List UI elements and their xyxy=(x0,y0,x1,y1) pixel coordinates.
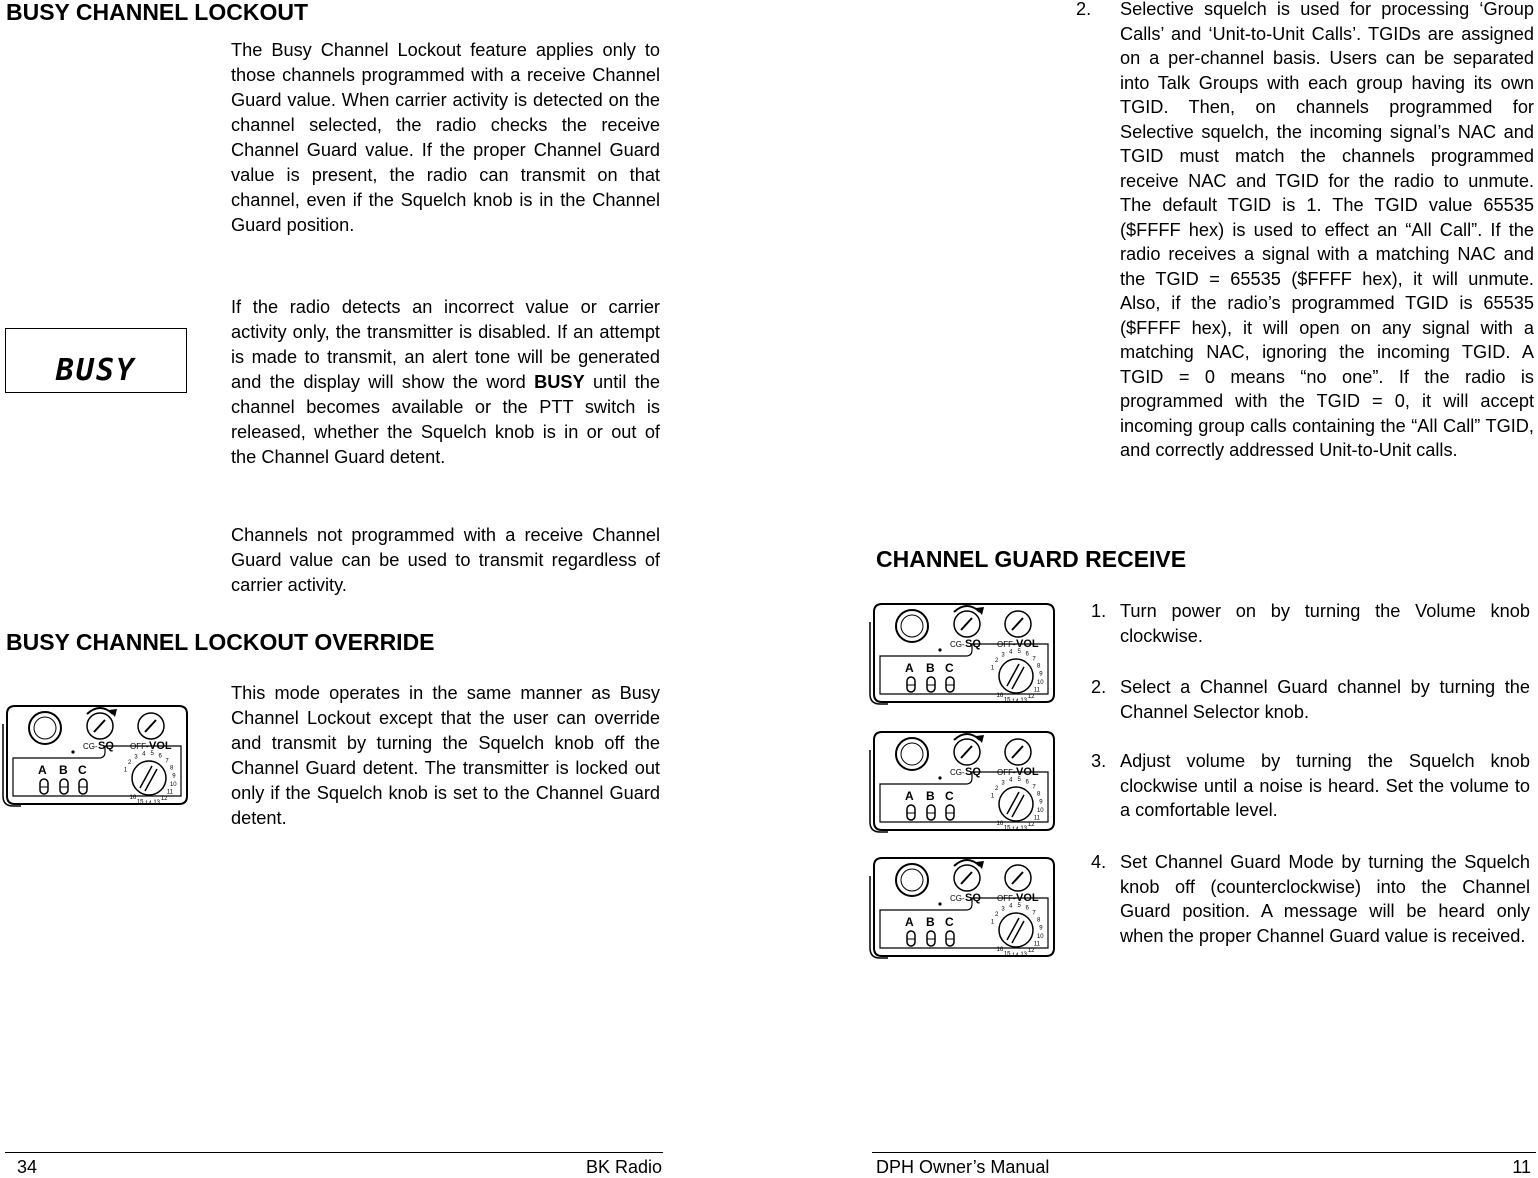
dial-number: 9 xyxy=(1039,799,1043,806)
dial-number: 12 xyxy=(1027,821,1035,828)
dial-number: 3 xyxy=(1001,906,1005,913)
dial-number: 4 xyxy=(1009,649,1013,656)
dial-number: 10 xyxy=(1036,808,1044,814)
dial-number: 14 xyxy=(1012,699,1019,705)
dial-number: 16 xyxy=(129,795,137,802)
busy-display xyxy=(5,328,187,393)
dial-number: 16 xyxy=(996,821,1004,828)
dial-number: 1 xyxy=(990,665,995,672)
dial-number: 14 xyxy=(1012,953,1019,959)
dial-number: 2 xyxy=(995,786,999,793)
dial-number: 6 xyxy=(1025,905,1029,912)
switch-b-label: B xyxy=(59,763,68,777)
para-2-text-a: If the radio detects an incorrect value or carrier activity only, the transmitter is disabled. If an attempt is made to transmit, an alert tone will be generated and the display will show the word xyxy=(231,297,660,392)
dial-number: 6 xyxy=(1025,779,1029,786)
vol-label: VOL xyxy=(149,740,172,752)
dial-number: 14 xyxy=(1012,827,1019,833)
radio-control-panel-step-2 xyxy=(868,726,1058,836)
radio-control-panel-step-3 xyxy=(868,852,1058,962)
sq-label: SQ xyxy=(965,638,981,650)
dial-number: 3 xyxy=(134,754,138,761)
dial-number: 5 xyxy=(1017,777,1021,784)
left-footer-rule xyxy=(5,1152,663,1153)
override-heading: BUSY CHANNEL LOCKOUT OVERRIDE xyxy=(6,629,435,655)
dial-number: 5 xyxy=(1017,649,1021,656)
step-3-text: Adjust volume by turning the Squelch knob clockwise until a noise is heard. Set the volume to a comfortable level. xyxy=(1120,751,1530,820)
dial-number: 6 xyxy=(1025,651,1029,658)
switch-c-label: C xyxy=(78,763,87,777)
switch-b-label: B xyxy=(926,915,935,929)
dial-number: 9 xyxy=(1039,671,1043,678)
sq-label: SQ xyxy=(965,766,981,778)
screw xyxy=(938,776,941,779)
dial-number: 4 xyxy=(1009,777,1013,784)
radio-control-panel-override xyxy=(0,700,192,810)
step-4-text: Set Channel Guard Mode by turning the Squelch knob off (counterclockwise) into the Channel Guard position. A message will be heard only when the proper Channel Guard value is received. xyxy=(1120,852,1530,946)
dial-number: 4 xyxy=(1009,903,1013,910)
dial-number: 13 xyxy=(1020,951,1028,958)
dial-number: 11 xyxy=(1033,941,1041,948)
dial-number: 6 xyxy=(158,753,162,760)
switch-b-label: B xyxy=(926,789,935,803)
dial-number: 12 xyxy=(1027,947,1035,954)
screw xyxy=(938,902,941,905)
dial-number: 9 xyxy=(172,773,176,780)
dial-number: 12 xyxy=(160,795,168,802)
dial-number: 13 xyxy=(153,799,161,806)
dial-number: 10 xyxy=(1036,934,1044,940)
override-para: This mode operates in the same manner as Busy Channel Lockout except that the user can override and transmit by turning the Squelch knob off the Channel Guard detent. The transmitter is locked out only if the Squelch knob is set to the Channel Guard detent. xyxy=(231,683,660,828)
step-3-number: 3. xyxy=(1091,751,1107,771)
step-4-number: 4. xyxy=(1091,852,1107,872)
dial-number: 5 xyxy=(150,751,154,758)
selective-item-number: 2. xyxy=(1076,0,1092,19)
step-2-number: 2. xyxy=(1091,677,1107,697)
off-label: OFF- xyxy=(997,640,1016,649)
dial-number: 10 xyxy=(169,782,177,788)
right-page-number: 11 xyxy=(1512,1157,1531,1177)
selective-squelch-text: Selective squelch is used for processing ‘Group Calls’ and ‘Unit-to-Unit Calls’. TGIDs are assigned on a per-channel basis. Users can be separated into Talk Groups with each group having its own TGID. Then, on channels programmed for Selective squelch, the incoming signal’s NAC and TGID must match the channels programmed receive NAC and TGID for the radio to unmute. The default TGID is 1. The TGID value 65535 ($FFFF hex) is used to effect an “All Call”. If the radio receives a signal with a matching NAC and the TGID = 65535 ($FFFF hex), it will unmute. Also, if the radio’s programmed TGID is 65535 ($FFFF hex), it will open on any signal with a matching NAC, ignoring the incoming TGID. A TGID = 0 means “no one”. If the radio is programmed with the TGID = 0, it will accept incoming group calls containing the “All Call” TGID, and correctly addressed Unit-to-Unit calls. xyxy=(1120,0,1534,460)
dial-number: 13 xyxy=(1020,825,1028,832)
dial-number: 16 xyxy=(996,947,1004,954)
off-label: OFF- xyxy=(130,742,149,751)
off-label: OFF- xyxy=(997,894,1016,903)
para-2-text-b: until the channel becomes available or the PTT switch is released, whether the Squelch knob is in or out of the Channel Guard detent. xyxy=(231,372,660,467)
right-footer-rule xyxy=(872,1152,1536,1153)
dial-number: 15 xyxy=(1003,951,1011,958)
screw xyxy=(71,750,74,753)
cg-receive-heading: CHANNEL GUARD RECEIVE xyxy=(876,546,1187,572)
dial-number: 5 xyxy=(1017,903,1021,910)
step-1-text: Turn power on by turning the Volume knob clockwise. xyxy=(1120,601,1530,646)
dial-number: 12 xyxy=(1027,693,1035,700)
switch-c-label: C xyxy=(945,915,954,929)
cg-label: CG- xyxy=(83,742,98,751)
busy-display-text: BUSY xyxy=(55,353,137,388)
switch-c-label: C xyxy=(945,661,954,675)
dial-number: 13 xyxy=(1020,697,1028,704)
sq-label: SQ xyxy=(965,892,981,904)
vol-label: VOL xyxy=(1016,638,1039,650)
switch-a-label: A xyxy=(905,915,914,929)
switch-b-label: B xyxy=(926,661,935,675)
cg-label: CG- xyxy=(950,768,965,777)
dial-number: 15 xyxy=(1003,697,1011,704)
vol-label: VOL xyxy=(1016,892,1039,904)
dial-number: 2 xyxy=(128,760,132,767)
left-footer-title: BK Radio xyxy=(585,1157,662,1177)
para-2-busy-word: BUSY xyxy=(534,372,585,392)
screw xyxy=(938,648,941,651)
dial-number: 8 xyxy=(1037,791,1041,798)
dial-number: 7 xyxy=(1032,784,1036,791)
dial-number: 3 xyxy=(1001,652,1005,659)
dial-number: 8 xyxy=(1037,917,1041,924)
dial-number: 9 xyxy=(1039,925,1043,932)
dial-number: 2 xyxy=(995,658,999,665)
dial-number: 15 xyxy=(1003,825,1011,832)
channel-selector-knob xyxy=(999,913,1033,947)
switch-c-label: C xyxy=(945,789,954,803)
dial-number: 11 xyxy=(1033,687,1041,694)
dial-number: 3 xyxy=(1001,780,1005,787)
sq-label: SQ xyxy=(98,740,114,752)
channel-selector-knob xyxy=(999,659,1033,693)
dial-number: 15 xyxy=(136,799,144,806)
busy-lockout-heading: BUSY CHANNEL LOCKOUT xyxy=(6,0,308,25)
dial-number: 7 xyxy=(1032,656,1036,663)
cg-label: CG- xyxy=(950,894,965,903)
vol-label: VOL xyxy=(1016,766,1039,778)
left-page-number: 34 xyxy=(17,1157,38,1177)
step-1-number: 1. xyxy=(1091,601,1107,621)
right-footer-title: DPH Owner’s Manual xyxy=(876,1157,1050,1177)
dial-number: 2 xyxy=(995,912,999,919)
dial-number: 7 xyxy=(165,758,169,765)
dial-number: 8 xyxy=(1037,663,1041,670)
dial-number: 8 xyxy=(170,765,174,772)
channel-selector-knob xyxy=(132,761,166,795)
dial-number: 11 xyxy=(1033,815,1041,822)
dial-number: 14 xyxy=(145,801,152,807)
switch-a-label: A xyxy=(38,763,47,777)
dial-number: 16 xyxy=(996,693,1004,700)
cg-label: CG- xyxy=(950,640,965,649)
switch-a-label: A xyxy=(905,789,914,803)
step-2-text: Select a Channel Guard channel by turning the Channel Selector knob. xyxy=(1120,677,1530,722)
switch-a-label: A xyxy=(905,661,914,675)
busy-lockout-para-2 xyxy=(231,295,660,470)
off-label: OFF- xyxy=(997,768,1016,777)
busy-lockout-para-1: The Busy Channel Lockout feature applies only to those channels programmed with a receive Channel Guard value. When carrier activity is detected on the channel selected, the radio checks the receive Channel Guard value. If the proper Channel Guard value is present, the radio can transmit on that channel, even if the Squelch knob is in the Channel Guard position. xyxy=(231,40,660,235)
dial-number: 4 xyxy=(142,751,146,758)
dial-number: 10 xyxy=(1036,680,1044,686)
channel-selector-knob xyxy=(999,787,1033,821)
radio-control-panel-step-1 xyxy=(868,598,1058,708)
dial-number: 7 xyxy=(1032,910,1036,917)
dial-number: 11 xyxy=(166,789,174,796)
dial-number: 1 xyxy=(123,767,128,774)
dial-number: 1 xyxy=(990,919,995,926)
busy-lockout-para-3: Channels not programmed with a receive Channel Guard value can be used to transmit regardless of carrier activity. xyxy=(231,525,660,595)
dial-number: 1 xyxy=(990,793,995,800)
